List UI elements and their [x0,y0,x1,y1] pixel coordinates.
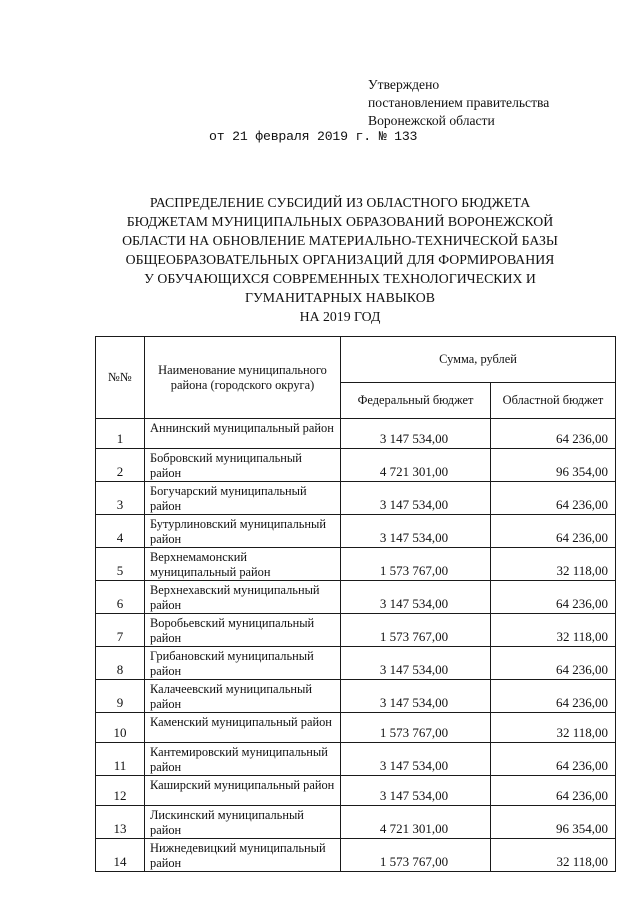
document-title [70,193,610,326]
row-federal: 3 147 534,00 [341,680,491,713]
subsidy-table [95,336,616,872]
row-district: Аннинский муниципальный район [145,419,341,449]
row-federal: 3 147 534,00 [341,482,491,515]
row-number: 13 [96,806,145,839]
approval-block [368,76,549,130]
table-row [96,482,616,515]
header-federal-budget: Федеральный бюджет [341,383,491,419]
row-regional: 64 236,00 [491,776,616,806]
row-district: Грибановский муниципальный район [145,647,341,680]
row-federal: 3 147 534,00 [341,647,491,680]
row-regional: 64 236,00 [491,743,616,776]
row-number: 11 [96,743,145,776]
table-row [96,776,616,806]
row-regional: 64 236,00 [491,680,616,713]
title-line: НА 2019 ГОД [299,309,381,324]
row-district: Нижнедевицкий муниципальный район [145,839,341,872]
row-district: Бутурлиновский муниципальный район [145,515,341,548]
title-line: ОБЩЕОБРАЗОВАТЕЛЬНЫХ ОРГАНИЗАЦИЙ ДЛЯ ФОРМИРОВАНИЯ [125,252,555,267]
approval-line-resolution: постановлением правительства [368,95,550,110]
table-row [96,581,616,614]
row-regional: 32 118,00 [491,614,616,647]
approval-line-approved: Утверждено [368,77,440,92]
row-federal: 1 573 767,00 [341,839,491,872]
row-district: Верхнемамонский муниципальный район [145,548,341,581]
header-number: №№ [96,337,145,419]
row-regional: 64 236,00 [491,482,616,515]
row-federal: 4 721 301,00 [341,806,491,839]
row-district: Каменский муниципальный район [145,713,341,743]
row-district: Воробьевский муниципальный район [145,614,341,647]
table-row [96,548,616,581]
title-line: ГУМАНИТАРНЫХ НАВЫКОВ [245,290,435,305]
row-district: Кантемировский муниципальный район [145,743,341,776]
row-regional: 96 354,00 [491,806,616,839]
approval-line-region: Воронежской области [368,113,495,128]
row-number: 10 [96,713,145,743]
row-number: 14 [96,839,145,872]
row-number: 6 [96,581,145,614]
row-number: 1 [96,419,145,449]
row-regional: 32 118,00 [491,548,616,581]
table-row [96,614,616,647]
row-federal: 3 147 534,00 [341,776,491,806]
header-sum: Сумма, рублей [341,337,616,383]
row-regional: 64 236,00 [491,515,616,548]
row-number: 2 [96,449,145,482]
table-row [96,515,616,548]
title-line: РАСПРЕДЕЛЕНИЕ СУБСИДИЙ ИЗ ОБЛАСТНОГО БЮДЖЕТА [149,195,531,210]
row-number: 8 [96,647,145,680]
row-regional: 32 118,00 [491,713,616,743]
title-line: БЮДЖЕТАМ МУНИЦИПАЛЬНЫХ ОБРАЗОВАНИЙ ВОРОНЕЖСКОЙ [126,214,554,229]
table-row [96,449,616,482]
table-row [96,680,616,713]
row-federal: 1 573 767,00 [341,614,491,647]
row-federal: 3 147 534,00 [341,581,491,614]
header-regional-budget: Областной бюджет [491,383,616,419]
row-number: 9 [96,680,145,713]
title-line: ОБЛАСТИ НА ОБНОВЛЕНИЕ МАТЕРИАЛЬНО-ТЕХНИЧЕСКОЙ БАЗЫ [122,233,558,248]
table-row [96,839,616,872]
row-regional: 32 118,00 [491,839,616,872]
row-regional: 64 236,00 [491,419,616,449]
row-number: 7 [96,614,145,647]
row-district: Богучарский муниципальный район [145,482,341,515]
row-regional: 64 236,00 [491,581,616,614]
row-district: Лискинский муниципальный район [145,806,341,839]
row-federal: 1 573 767,00 [341,713,491,743]
row-number: 12 [96,776,145,806]
table-row [96,713,616,743]
row-number: 3 [96,482,145,515]
row-federal: 3 147 534,00 [341,743,491,776]
row-federal: 1 573 767,00 [341,548,491,581]
row-number: 5 [96,548,145,581]
row-district: Калачеевский муниципальный район [145,680,341,713]
row-regional: 96 354,00 [491,449,616,482]
row-number: 4 [96,515,145,548]
title-line: У ОБУЧАЮЩИХСЯ СОВРЕМЕННЫХ ТЕХНОЛОГИЧЕСКИХ И [144,271,536,286]
row-district: Верхнехавский муниципальный район [145,581,341,614]
decree-date-number: от 21 февраля 2019 г. № 133 [209,129,418,144]
table-row [96,806,616,839]
row-federal: 4 721 301,00 [341,449,491,482]
row-federal: 3 147 534,00 [341,515,491,548]
table-row [96,647,616,680]
row-district: Каширский муниципальный район [145,776,341,806]
row-regional: 64 236,00 [491,647,616,680]
table-row [96,419,616,449]
table-row [96,743,616,776]
row-federal: 3 147 534,00 [341,419,491,449]
row-district: Бобровский муниципальный район [145,449,341,482]
header-district-name: Наименование муниципального района (городского округа) [145,337,341,419]
